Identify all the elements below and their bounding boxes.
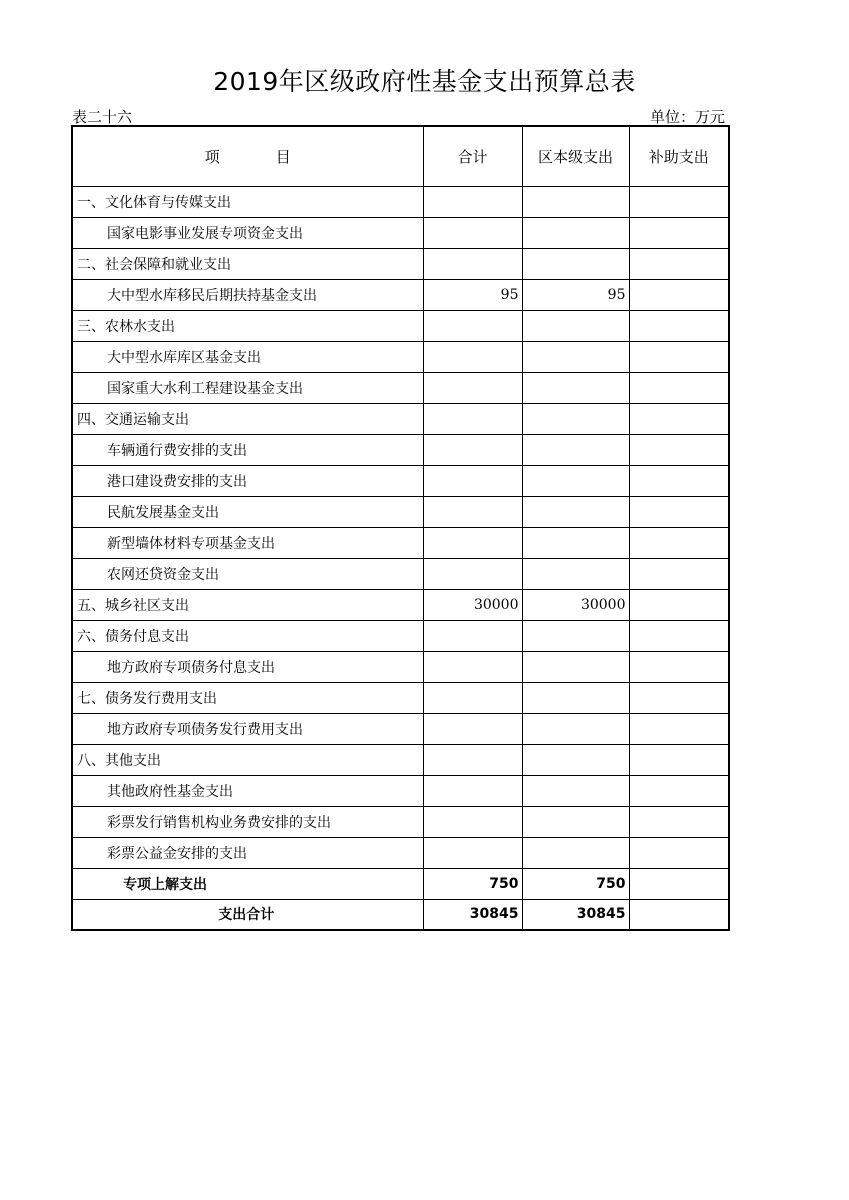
row-district (522, 403, 629, 434)
row-name: 八、其他支出 (72, 744, 423, 775)
row-total (423, 558, 522, 589)
row-name: 三、农林水支出 (72, 310, 423, 341)
row-name: 地方政府专项债务付息支出 (72, 651, 423, 682)
row-total (423, 434, 522, 465)
row-total (423, 496, 522, 527)
table-row (72, 403, 729, 434)
row-district (522, 248, 629, 279)
row-subsidy (629, 279, 729, 310)
row-name: 四、交通运输支出 (72, 403, 423, 434)
table-row (72, 806, 729, 837)
row-total (423, 651, 522, 682)
table-row (72, 651, 729, 682)
table-row (72, 713, 729, 744)
row-name: 其他政府性基金支出 (72, 775, 423, 806)
row-district (522, 682, 629, 713)
row-total (423, 806, 522, 837)
table-row (72, 744, 729, 775)
header-item-a: 项 (204, 147, 220, 166)
row-total (423, 682, 522, 713)
row-district: 30845 (522, 899, 629, 930)
row-total (423, 403, 522, 434)
row-total (423, 465, 522, 496)
row-total: 95 (423, 279, 522, 310)
row-district (522, 713, 629, 744)
row-district (522, 186, 629, 217)
row-name: 专项上解支出 (72, 868, 423, 899)
row-subsidy (629, 465, 729, 496)
row-subsidy (629, 248, 729, 279)
row-subsidy (629, 558, 729, 589)
row-subsidy (629, 899, 729, 930)
table-row (72, 434, 729, 465)
row-name: 农网还贷资金支出 (72, 558, 423, 589)
table-row (72, 372, 729, 403)
row-total (423, 837, 522, 868)
row-subsidy (629, 186, 729, 217)
row-district (522, 217, 629, 248)
row-total (423, 775, 522, 806)
row-total: 30845 (423, 899, 522, 930)
row-subsidy (629, 372, 729, 403)
row-total (423, 527, 522, 558)
row-name: 国家电影事业发展专项资金支出 (72, 217, 423, 248)
row-subsidy (629, 744, 729, 775)
table-row (72, 558, 729, 589)
row-total (423, 217, 522, 248)
row-district: 30000 (522, 589, 629, 620)
table-row (72, 248, 729, 279)
row-district (522, 806, 629, 837)
table-row (72, 496, 729, 527)
row-name: 国家重大水利工程建设基金支出 (72, 372, 423, 403)
row-name: 五、城乡社区支出 (72, 589, 423, 620)
row-total: 750 (423, 868, 522, 899)
row-district (522, 558, 629, 589)
row-name: 一、文化体育与传媒支出 (72, 186, 423, 217)
row-district (522, 744, 629, 775)
row-total: 30000 (423, 589, 522, 620)
row-total (423, 713, 522, 744)
row-name: 民航发展基金支出 (72, 496, 423, 527)
row-name: 港口建设费安排的支出 (72, 465, 423, 496)
header-district: 区本级支出 (522, 126, 629, 186)
row-subsidy (629, 682, 729, 713)
row-name: 车辆通行费安排的支出 (72, 434, 423, 465)
row-name: 地方政府专项债务发行费用支出 (72, 713, 423, 744)
row-total (423, 744, 522, 775)
header-subsidy: 补助支出 (629, 126, 729, 186)
unit-label: 单位：万元 (649, 108, 725, 126)
row-subsidy (629, 868, 729, 899)
row-name: 二、社会保障和就业支出 (72, 248, 423, 279)
row-district (522, 837, 629, 868)
table-row (72, 682, 729, 713)
row-name: 大中型水库移民后期扶持基金支出 (72, 279, 423, 310)
row-subsidy (629, 496, 729, 527)
row-name: 支出合计 (72, 899, 423, 930)
row-district (522, 651, 629, 682)
row-subsidy (629, 434, 729, 465)
header-item (72, 126, 423, 186)
table-row (72, 620, 729, 651)
row-subsidy (629, 713, 729, 744)
row-total (423, 248, 522, 279)
table-row (72, 527, 729, 558)
header-row (72, 126, 729, 186)
row-subsidy (629, 527, 729, 558)
table-row (72, 217, 729, 248)
table-row (72, 465, 729, 496)
row-name: 彩票发行销售机构业务费安排的支出 (72, 806, 423, 837)
row-district (522, 341, 629, 372)
row-total (423, 372, 522, 403)
row-name: 彩票公益金安排的支出 (72, 837, 423, 868)
row-subsidy (629, 837, 729, 868)
table-row (72, 589, 729, 620)
row-district: 95 (522, 279, 629, 310)
header-total: 合计 (423, 126, 522, 186)
table-row (72, 186, 729, 217)
row-total (423, 310, 522, 341)
row-subsidy (629, 341, 729, 372)
row-name: 新型墙体材料专项基金支出 (72, 527, 423, 558)
row-subsidy (629, 217, 729, 248)
row-district (522, 372, 629, 403)
table-id: 表二十六 (72, 108, 133, 126)
row-name: 大中型水库库区基金支出 (72, 341, 423, 372)
table-row-transfer (72, 868, 729, 899)
row-subsidy (629, 620, 729, 651)
row-subsidy (629, 403, 729, 434)
row-total (423, 620, 522, 651)
row-district (522, 620, 629, 651)
table-row-grand-total (72, 899, 729, 930)
row-district (522, 434, 629, 465)
table-row (72, 279, 729, 310)
row-total (423, 341, 522, 372)
row-district (522, 465, 629, 496)
row-total (423, 186, 522, 217)
header-item-b: 目 (275, 147, 291, 166)
row-district: 750 (522, 868, 629, 899)
row-subsidy (629, 589, 729, 620)
row-district (522, 775, 629, 806)
row-district (522, 496, 629, 527)
table-row (72, 837, 729, 868)
budget-table (71, 125, 730, 931)
table-row (72, 310, 729, 341)
row-subsidy (629, 775, 729, 806)
row-district (522, 310, 629, 341)
row-subsidy (629, 310, 729, 341)
page-title: 2019年区级政府性基金支出预算总表 (213, 67, 636, 96)
row-subsidy (629, 806, 729, 837)
row-name: 六、债务付息支出 (72, 620, 423, 651)
table-row (72, 341, 729, 372)
table-row (72, 775, 729, 806)
row-name: 七、债务发行费用支出 (72, 682, 423, 713)
row-district (522, 527, 629, 558)
row-subsidy (629, 651, 729, 682)
